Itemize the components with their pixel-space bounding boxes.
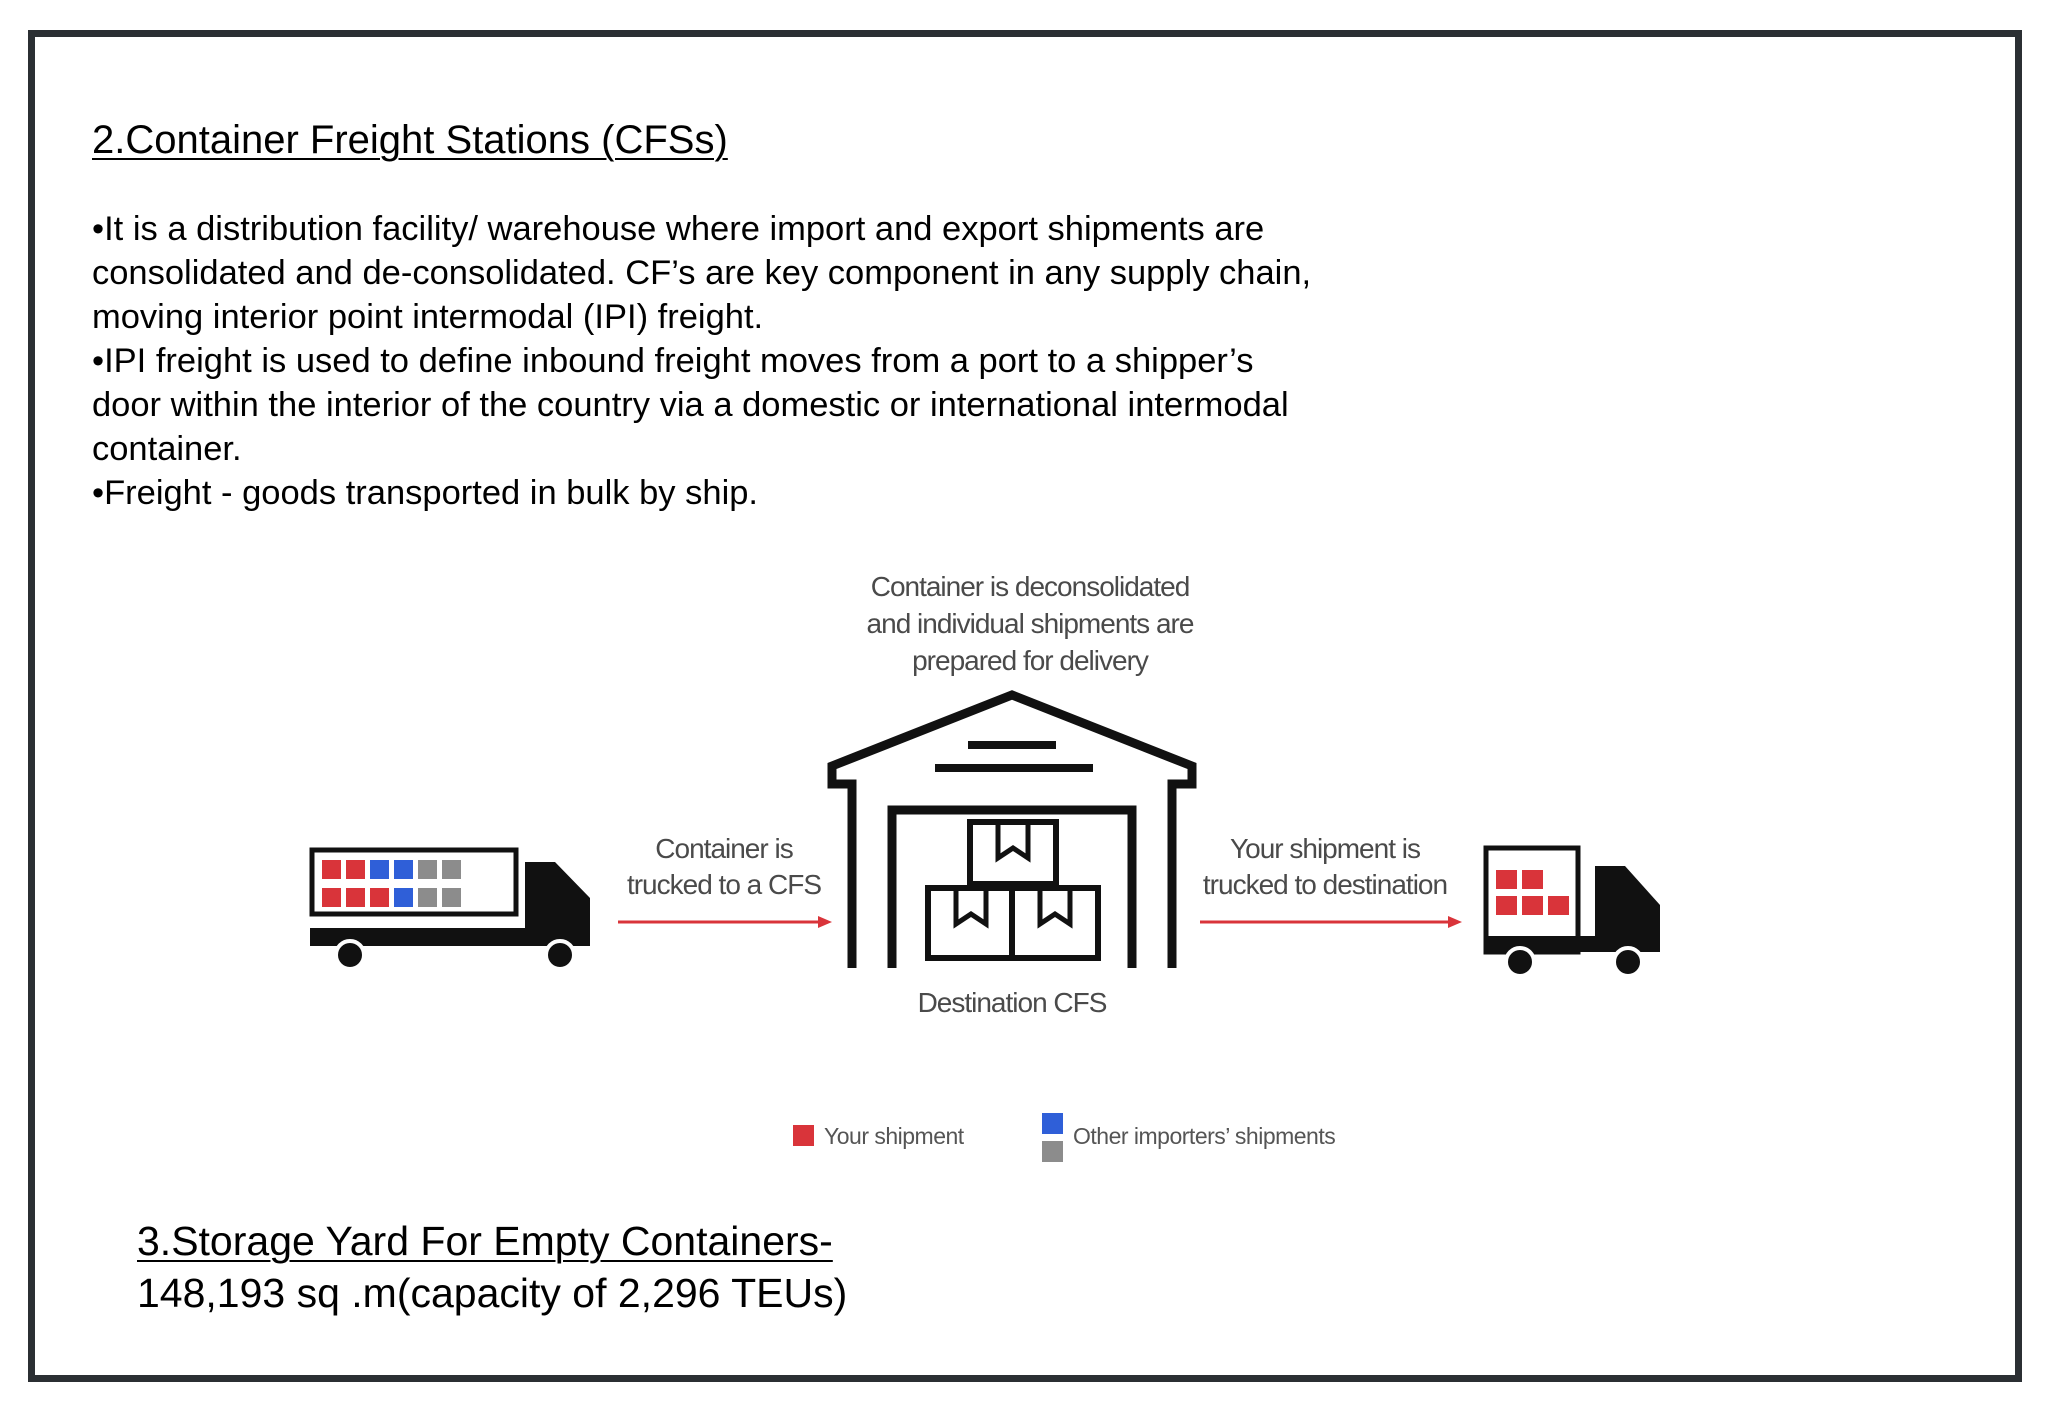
right-caption-line: trucked to destination: [1202, 869, 1448, 900]
top-caption-line: and individual shipments are: [866, 608, 1194, 639]
storage-yard-section: [137, 1215, 847, 1319]
cfs-flow-diagram: [280, 555, 1720, 1175]
storage-detail: 148,193 sq .m(capacity of 2,296 TEUs): [137, 1270, 848, 1316]
section-heading: 2.Container Freight Stations (CFSs): [92, 118, 728, 162]
shipment-box: [346, 888, 365, 907]
legend: [793, 1113, 1335, 1162]
arrow-to-cfs: [618, 916, 832, 928]
bullet-list: [92, 207, 1332, 515]
bottom-caption: Destination CFS: [917, 987, 1107, 1018]
shipment-box: [418, 888, 437, 907]
shipment-box: [346, 860, 365, 879]
loaded-truck-icon: [310, 850, 590, 969]
shipment-box: [418, 860, 437, 879]
shipment-box: [322, 860, 341, 879]
legend-label-other-shipments: Other importers’ shipments: [1073, 1123, 1336, 1149]
right-caption-line: Your shipment is: [1230, 833, 1420, 864]
left-caption-line: trucked to a CFS: [626, 869, 822, 900]
shipment-box: [394, 860, 413, 879]
shipment-box: [1496, 870, 1517, 889]
shipment-box: [1522, 896, 1543, 915]
shipment-box: [1548, 896, 1569, 915]
bullet-item: •IPI freight is used to define inbound freight moves from a port to a shipper’s door within the interior of the country via a domestic or international intermodal container.: [92, 342, 1289, 468]
bullet-item: •Freight - goods transported in bulk by ship.: [92, 474, 759, 512]
shipment-box: [442, 888, 461, 907]
legend-label-your-shipment: Your shipment: [824, 1123, 964, 1149]
shipment-box: [1522, 870, 1543, 889]
shipment-box: [1496, 896, 1517, 915]
top-caption-line: prepared for delivery: [912, 645, 1148, 676]
warehouse-icon: [832, 695, 1192, 968]
shipment-box: [442, 860, 461, 879]
storage-title: 3.Storage Yard For Empty Containers-: [137, 1218, 833, 1264]
shipment-box: [370, 888, 389, 907]
top-caption-line: Container is deconsolidated: [870, 571, 1190, 602]
legend-swatch-other-blue: [1042, 1113, 1063, 1134]
bullet-item: •It is a distribution facility/ warehouse where import and export shipments are consolidated and de-consolidated. CF’s are key component in any supply chain, moving interior point intermodal (IPI) freight.: [92, 210, 1312, 336]
shipment-box: [322, 888, 341, 907]
arrow-to-destination: [1200, 916, 1462, 928]
legend-swatch-your-shipment: [793, 1125, 814, 1146]
delivery-truck-icon: [1484, 848, 1660, 976]
shipment-box: [394, 888, 413, 907]
shipment-box: [370, 860, 389, 879]
legend-swatch-other-gray: [1042, 1141, 1063, 1162]
left-caption-line: Container is: [655, 833, 793, 864]
